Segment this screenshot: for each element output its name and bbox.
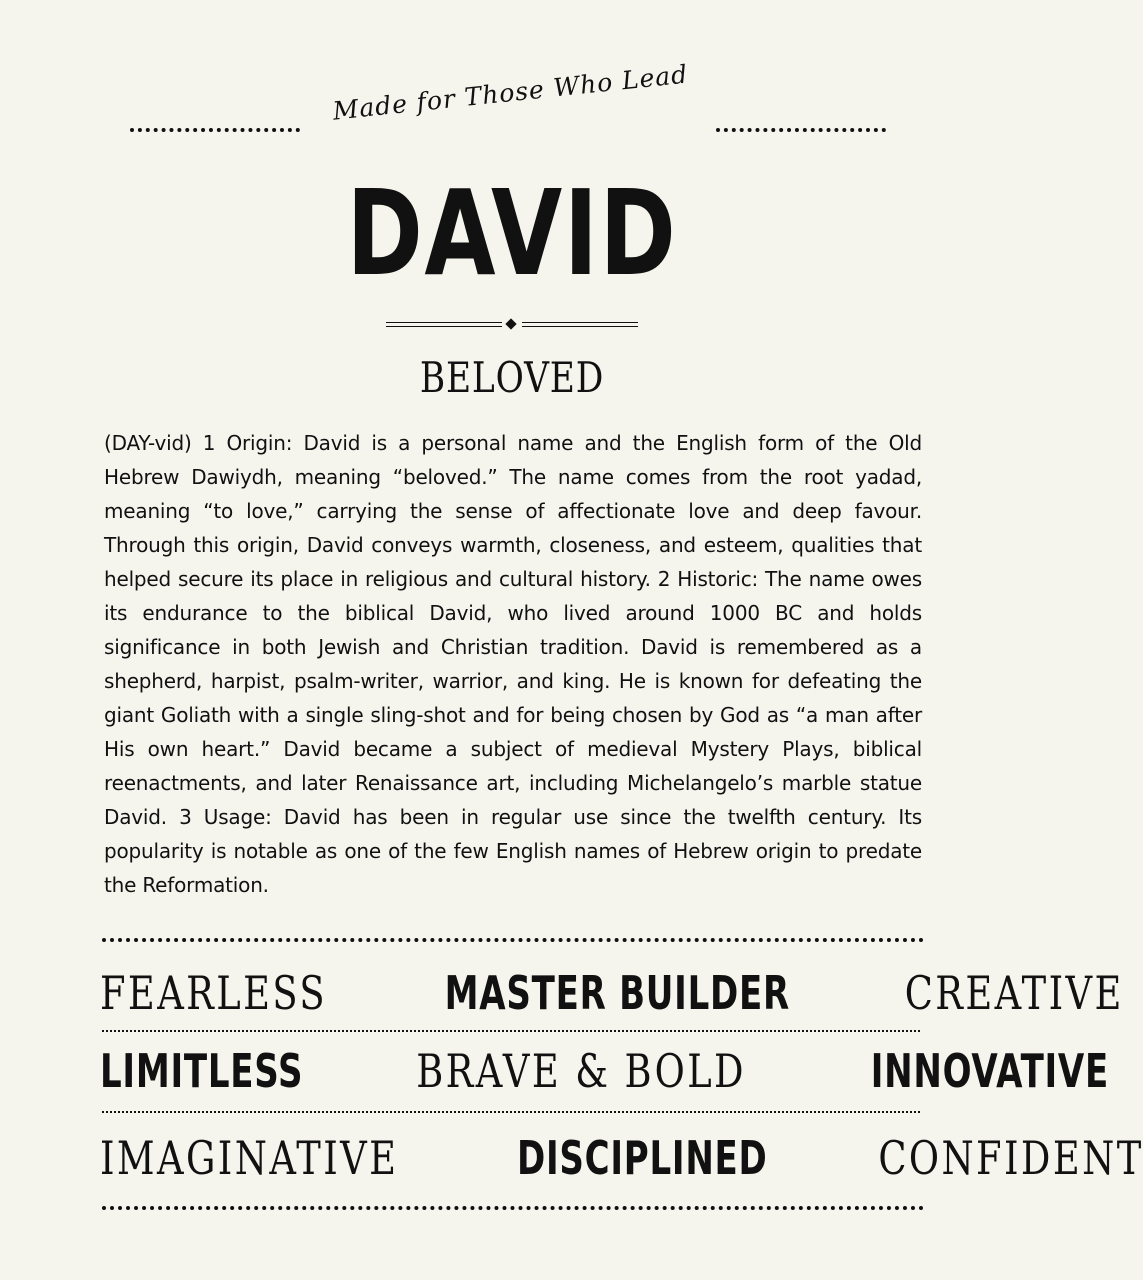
name-meaning: BELOVED — [419, 353, 605, 402]
trait-confident: CONFIDENT — [877, 1131, 1143, 1185]
diamond-icon — [505, 318, 516, 329]
traits-bottom-dotted-divider — [102, 1206, 924, 1210]
trait-fearless: FEARLESS — [100, 966, 327, 1020]
tagline: Made for Those Who Lead — [331, 59, 690, 126]
ornament-divider — [386, 318, 638, 334]
ornament-line-left — [386, 322, 502, 327]
trait-row-2 — [100, 1041, 1109, 1101]
trait-imaginative: IMAGINATIVE — [100, 1131, 399, 1185]
top-left-dotted-divider — [130, 128, 300, 132]
trait-limitless: LIMITLESS — [100, 1044, 304, 1098]
trait-row-1 — [100, 963, 1125, 1023]
name-title: DAVID — [346, 164, 678, 302]
trait-disciplined: DISCIPLINED — [517, 1131, 768, 1185]
name-description: (DAY-vid) 1 Origin: David is a personal name and the English form of the Old Hebrew Dawiydh, meaning “beloved.” The name comes from the root yadad, meaning “to love,” carrying the sense of affectionate love and deep favour. Through this origin, David conveys warmth, closeness, and esteem, qualities that helped secure its place in religious and cultural history. 2 Historic: The name owes its endurance to the biblical David, who lived around 1000 BC and holds significance in both Jewish and Christian tradition. David is remembered as a shepherd, harpist, psalm-writer, warrior, and king. He is known for defeating the giant Goliath with a single sling-shot and for being chosen by God as “a man after His own heart.” David became a subject of medieval Mystery Plays, biblical reenactments, and later Renaissance art, including Michelangelo’s marble statue David. 3 Usage: David has been in regular use since the twelfth century. Its popularity is notable as one of the few English names of Hebrew origin to predate the Reformation. — [104, 431, 922, 897]
trait-row-3 — [100, 1128, 1143, 1188]
trait-innovative: INNOVATIVE — [870, 1044, 1109, 1098]
trait-master-builder: MASTER BUILDER — [444, 966, 790, 1020]
top-right-dotted-divider — [716, 128, 886, 132]
traits-dotted-divider-2 — [102, 1111, 920, 1113]
trait-brave-and-bold: BRAVE & BOLD — [415, 1044, 746, 1098]
ornament-line-right — [522, 322, 638, 327]
trait-creative: CREATIVE — [905, 966, 1125, 1020]
traits-top-dotted-divider — [102, 938, 924, 942]
traits-dotted-divider-1 — [102, 1030, 920, 1032]
